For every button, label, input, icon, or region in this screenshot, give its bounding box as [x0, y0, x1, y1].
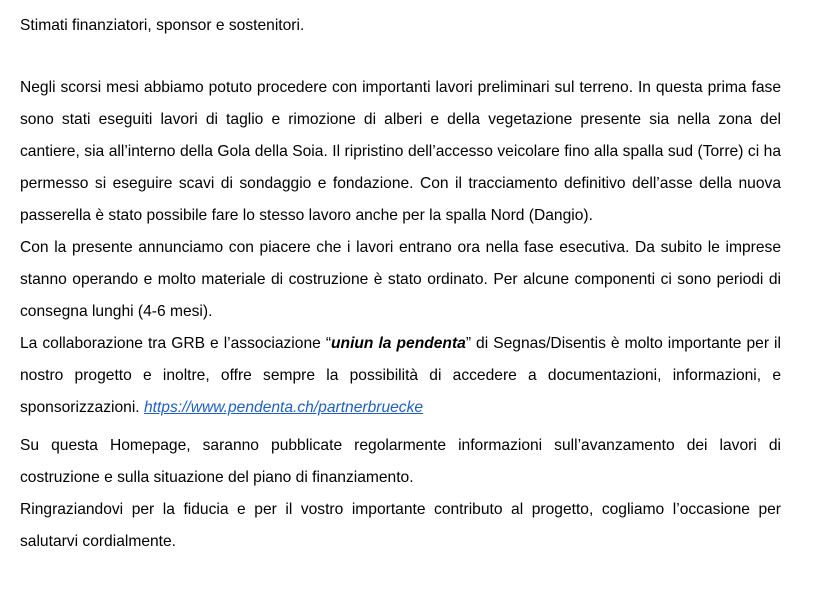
association-name: uniun la pendenta [331, 335, 466, 352]
partner-bridge-link[interactable]: https://www.pendenta.ch/partnerbruecke [143, 399, 424, 416]
paragraph-homepage-updates: Su questa Homepage, saranno pubblicate regolarmente informazioni sull’avanzamento dei lavori di costruzione e sulla situazione del piano di finanziamento. [20, 437, 781, 486]
greeting: Stimati finanziatori, sponsor e sostenitori. [20, 17, 305, 34]
paragraph-preliminary-works: Negli scorsi mesi abbiamo potuto procedere con importanti lavori preliminari sul terreno. In questa prima fase sono stati eseguiti lavori di taglio e rimozione di alberi e della vegetazione presente sia nella zona del cantiere, sia all’interno della Gola della Soia. Il ripristino dell’accesso veicolare fino alla spalla sud (Torre) ci ha permesso si eseguire scavi di sondaggio e fondazione. Con il tracciamento definitivo dell’asse della nuova passerella è stato possibile fare lo stesso lavoro anche per la spalla Nord (Dangio). [20, 79, 781, 224]
paragraph-closing: Ringraziandovi per la fiducia e per il vostro importante contributo al progetto, cogliamo l’occasione per salutarvi cordialmente. [20, 501, 781, 550]
paragraph-collaboration [20, 328, 781, 424]
letter-body [20, 10, 781, 558]
paragraph-execution-phase: Con la presente annunciamo con piacere che i lavori entrano ora nella fase esecutiva. Da subito le imprese stanno operando e molto materiale di costruzione è stato ordinato. Per alcune componenti ci sono periodi di consegna lunghi (4-6 mesi). [20, 239, 781, 320]
collaboration-text-before: La collaborazione tra GRB e l’associazione “ [20, 335, 332, 352]
collaboration-text-after: ” di Segnas/Disentis è molto importante per il nostro progetto e inoltre, offre sempre la possibilità di accedere a documentazioni, informazioni, e sponsorizzazioni. [20, 335, 781, 416]
